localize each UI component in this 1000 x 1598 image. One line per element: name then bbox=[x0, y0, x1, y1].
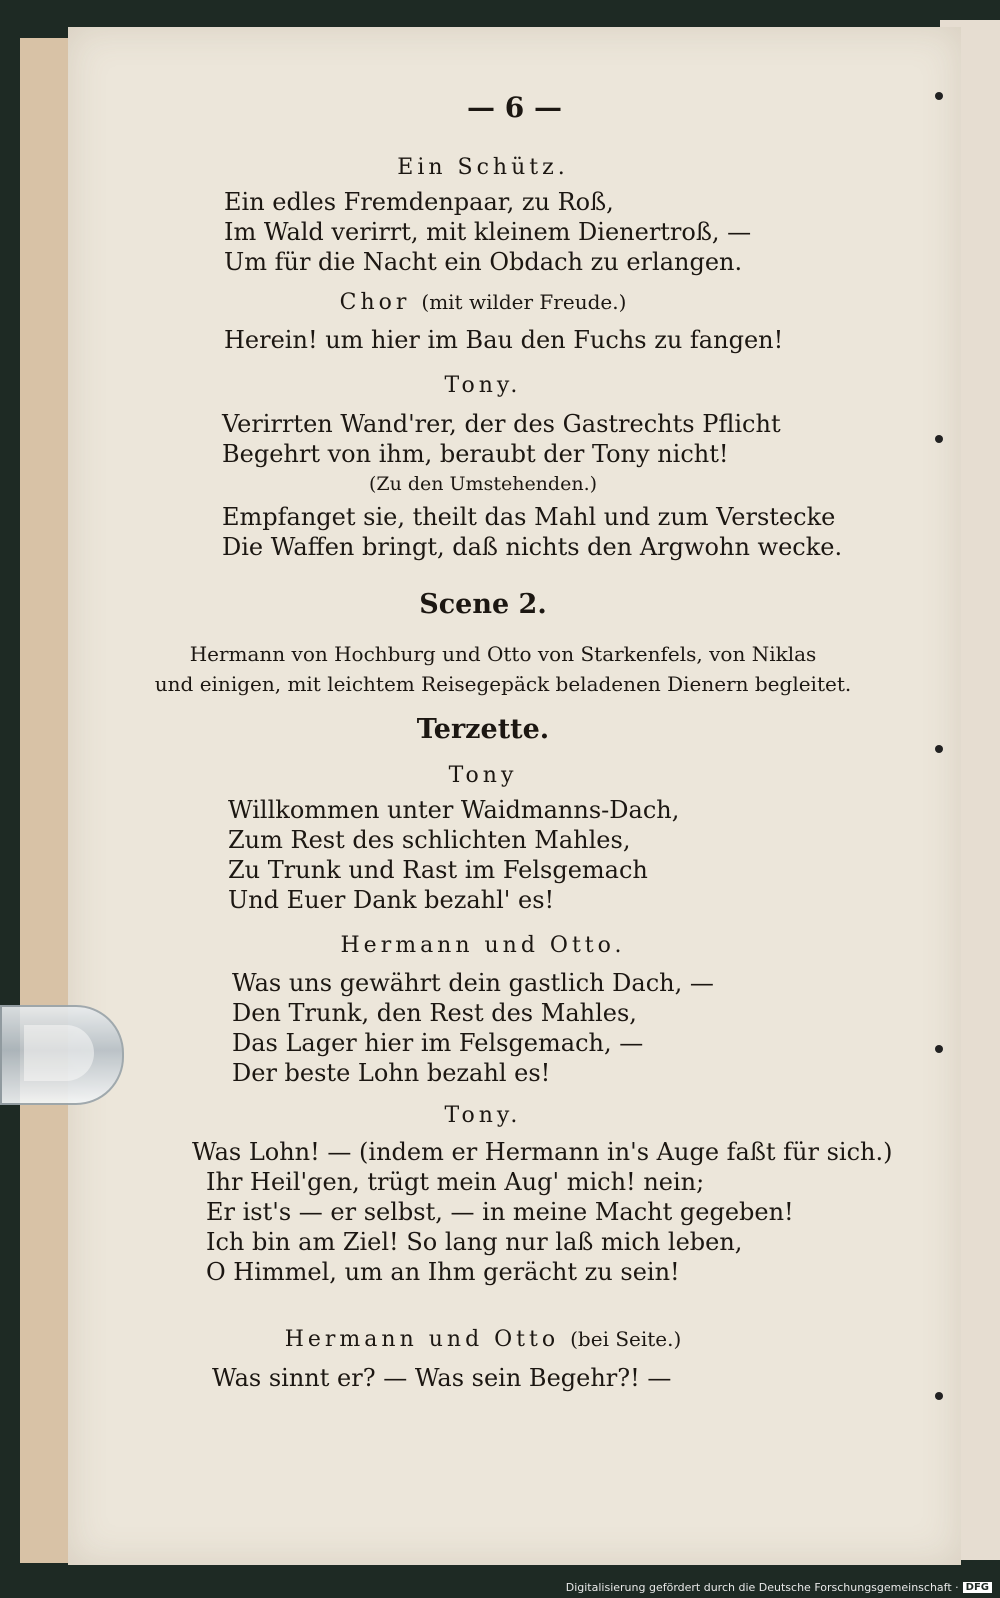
tony2-verse bbox=[228, 795, 679, 915]
tony3-verse bbox=[192, 1137, 893, 1287]
tony-stage-block bbox=[68, 473, 898, 495]
digitization-footer bbox=[566, 1581, 992, 1594]
verse-line: Was Lohn! — (indem er Hermann in's Auge faßt für sich.) bbox=[192, 1138, 893, 1166]
binding-stitch bbox=[935, 435, 943, 443]
speaker-name bbox=[68, 1327, 898, 1352]
description-line: Hermann von Hochburg und Otto von Starkenfels, von Niklas bbox=[189, 642, 817, 666]
stage-direction: (mit wilder Freude.) bbox=[421, 290, 627, 314]
verse-line: Um für die Nacht ein Obdach zu erlangen. bbox=[224, 248, 743, 276]
hermann-otto2-verse bbox=[212, 1363, 671, 1393]
verse-line: Herein! um hier im Bau den Fuchs zu fangen! bbox=[224, 326, 784, 354]
verse-line: Begehrt von ihm, beraubt der Tony nicht! bbox=[222, 440, 729, 468]
verse-line: Verirrten Wand'rer, der des Gastrechts Pflicht bbox=[222, 410, 781, 438]
terzette-title: Terzette. bbox=[416, 714, 550, 745]
speaker-name: Ein Schütz. bbox=[397, 155, 569, 180]
verse-line: O Himmel, um an Ihm gerächt zu sein! bbox=[206, 1258, 680, 1286]
terzette-block bbox=[68, 714, 898, 745]
binding-stitch bbox=[935, 745, 943, 753]
page-number: — 6 — bbox=[467, 91, 562, 124]
verse-line: Den Trunk, den Rest des Mahles, bbox=[232, 999, 637, 1027]
speaker-name: Tony. bbox=[444, 373, 522, 398]
scene-title: Scene 2. bbox=[419, 589, 547, 620]
binding-stitch bbox=[935, 1392, 943, 1400]
verse-line: Ein edles Fremdenpaar, zu Roß, bbox=[224, 188, 614, 216]
scene-description bbox=[108, 639, 898, 699]
verse-line: Der beste Lohn bezahl es! bbox=[232, 1059, 551, 1087]
binding-stitch bbox=[935, 92, 943, 100]
speaker-hermann-otto-block bbox=[68, 933, 898, 958]
speaker-name bbox=[68, 290, 898, 315]
tony-verse-a bbox=[222, 409, 781, 469]
speaker-chor-block bbox=[68, 290, 898, 315]
tony-verse-b bbox=[222, 502, 842, 562]
speaker-tony2-block bbox=[68, 763, 898, 788]
verse-line: Und Euer Dank bezahl' es! bbox=[228, 886, 555, 914]
speaker-name: Tony bbox=[448, 763, 518, 788]
hermann-otto-verse bbox=[232, 968, 714, 1088]
verse-line: Zu Trunk und Rast im Felsgemach bbox=[228, 856, 648, 884]
stage-direction: (Zu den Umstehenden.) bbox=[368, 473, 598, 495]
schuetz-verse bbox=[224, 187, 751, 277]
stage-direction: (bei Seite.) bbox=[570, 1327, 682, 1351]
verse-line: Ich bin am Ziel! So lang nur laß mich leben, bbox=[206, 1228, 743, 1256]
book-page bbox=[68, 27, 961, 1565]
verse-line: Willkommen unter Waidmanns-Dach, bbox=[228, 796, 680, 824]
dfg-logo: DFG bbox=[963, 1582, 992, 1593]
footer-text: Digitalisierung gefördert durch die Deutsche Forschungsgemeinschaft · bbox=[565, 1581, 959, 1594]
description-line: und einigen, mit leichtem Reisegepäck beladenen Dienern begleitet. bbox=[154, 672, 852, 696]
verse-line: Das Lager hier im Felsgemach, — bbox=[232, 1029, 644, 1057]
verse-line: Empfanget sie, theilt das Mahl und zum Verstecke bbox=[222, 503, 836, 531]
verse-line: Er ist's — er selbst, — in meine Macht gegeben! bbox=[206, 1198, 794, 1226]
binding-stitch bbox=[935, 1045, 943, 1053]
verse-line: Was sinnt er? — Was sein Begehr?! — bbox=[212, 1364, 672, 1392]
verse-line: Was uns gewährt dein gastlich Dach, — bbox=[232, 969, 714, 997]
speaker-name: Tony. bbox=[444, 1103, 522, 1128]
speaker-tony3-block bbox=[68, 1103, 898, 1128]
speaker-name: Hermann und Otto. bbox=[340, 933, 626, 958]
verse-line: Ihr Heil'gen, trügt mein Aug' mich! nein; bbox=[206, 1168, 705, 1196]
chor-verse bbox=[224, 325, 783, 355]
page-clip bbox=[0, 1005, 124, 1105]
speaker-label: Hermann und Otto bbox=[284, 1327, 560, 1352]
verse-line: Im Wald verirrt, mit kleinem Dienertroß, — bbox=[224, 218, 752, 246]
speaker-tony-block bbox=[68, 373, 898, 398]
scene-heading-block bbox=[68, 589, 898, 620]
verse-line: Zum Rest des schlichten Mahles, bbox=[228, 826, 631, 854]
speaker-label: Chor bbox=[339, 290, 411, 315]
verse-line: Die Waffen bringt, daß nichts den Argwohn wecke. bbox=[222, 533, 843, 561]
speaker-hermann-otto2-block bbox=[68, 1327, 898, 1352]
speaker-schuetz-block bbox=[68, 155, 898, 180]
